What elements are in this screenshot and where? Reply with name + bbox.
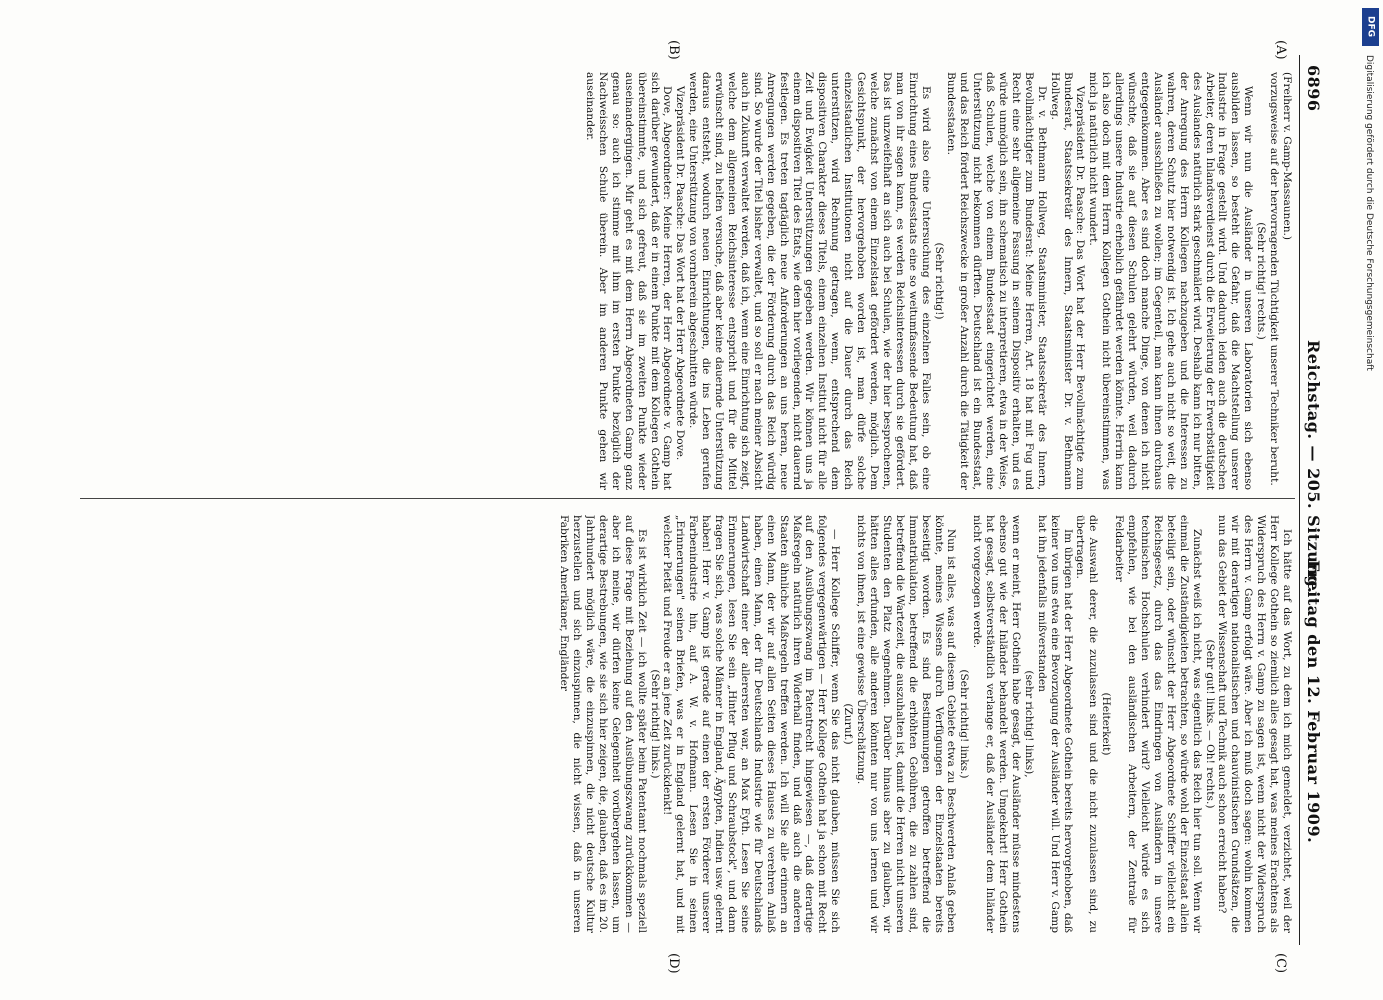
interjection: (Sehr richtig! rechts.) — [1255, 222, 1268, 340]
left-column — [83, 72, 1293, 490]
interjection: (Sehr richtig! links.) — [648, 669, 661, 779]
paragraph: — Herr Kollege Schiffer, wenn Sie das nicht glauben, müssen Sie sich folgendes vergegenwärtigen — Herr Kollege Gothein hat ja schon mit Recht auf den Ausübungszwang im Patentrecht hingewiesen —, daß derartige Maßregeln natürlich ihren Widerhall finden, und daß auch die anderen Staaten ähnliche Maßregeln treffen werden. Ich will Sie alle erinnern an einen Mann, der wir auf allen Seiten dieses Hauses zu verehren Anlaß haben, einen Mann, der für Deutschlands Industrie wie für Deutschlands Landwirtschaft einer der allerersten war, an Max Eyth. Lesen Sie seine Erinnerungen, lesen Sie sein „Hinter Pflug und Schraubstock", und dann fragen Sie sich, was solche Männer in England, Ägypten, Indien usw. gelernt haben! Herr v. Gamp ist gerade auf einen der ersten Förderer unserer Farbenindustrie hin, auf A. W. v. Hofmann. Lesen Sie in seinen „Erinnerungen" seinen Briefen, was er in England gelernt hat, und mit welcher Pietät und Freude er an jene Zeit zurückdenkt! — [661, 515, 842, 933]
margin-marker-c: (C) — [1273, 953, 1288, 974]
paragraph: Ich hätte auf das Wort, zu dem ich mich gemeldet, verzichtet, weil der Herr Kollege Gothein so ziemlich alles gesagt hat, was meines Erachtens als Widerspruch des Herrn v. Gamp zu sagen ist, wenn nicht der Widerspruch des Herrn v. Gamp erfolgt wäre. Aber ich muß doch sagen: wohin kommen wir mit derartigen nationalistischen und chauvinistischen Grundsätzen, die nun das Gebiet der Wissenschaft und Technik auch schon erreicht haben? — [1216, 515, 1293, 933]
right-running-title: Freitag den 12. Februar 1909. — [1304, 560, 1323, 844]
paragraph: Dr. v. Bethmann Hollweg, Staatsminister, Staatssekretär des Innern, Bevollmächtigter zum Bundesrat: Meine Herren, Art. 18 hat mit Fug und Recht eine sehr allgemeine Fassung in seinem Dispositiv erhalten, und es würde unmöglich sein, ihn schematisch zu interpretieren, etwa in der Weise, daß Schulen, welche von einem Bundesstaat eingerichtet werden, eine Unterstützung nicht bekommen dürften. Deutschland ist ein Bundesstaat, und das Reich fördert Reichszwecke in großer Anzahl durch die Tätigkeit der Bundesstaaten. — [945, 72, 1048, 490]
interjection: (Sehr gut! links. — Oh! rechts.) — [1203, 639, 1216, 809]
paragraph: (Freiherr v. Gamp-Massaunen.) — [1281, 72, 1293, 241]
paragraph: Nun ist alles, was auf diesem Gebiete etwa zu Beschwerden Anlaß geben könnte, meines Wissens durch Verfügungen der Einzelstaaten bereits beseitigt worden. Es sind Bestimmungen getroffen betreffend die Immatrikulation, betreffend die erhöhten Gebühren, die zu zahlen sind, betreffend die Wartezeit, die auszuhalten ist, damit die Herren nicht unseren Studenten den Platz wegnehmen. Darüber hinaus aber zu glauben, wir hätten alles erfunden, alle anderen könnten nur von uns lernen und wir nichts von ihnen, ist eine gewisse Überschätzung. — [855, 515, 958, 933]
dfg-logo: DFG — [1362, 8, 1379, 46]
paragraph: Vizepräsident Dr. Paasche: Das Wort hat der Herr Bevollmächtigte zum Bundesrat, Staatssekretär des Innern, Staatsminister Dr. v. Bethmann Hollweg. — [1048, 72, 1087, 490]
paragraph: Vizepräsident Dr. Paasche: Das Wort hat der Herr Abgeordnete Dove. — [674, 86, 687, 461]
interjection: (Sehr richtig! links.) — [958, 669, 971, 779]
column-divider — [80, 498, 1295, 499]
paragraph: Dove, Abgeordneter: Meine Herren, der Herr Abgeordnete v. Gamp hat sich darüber gewundert, daß er in einem Punkte mit dem Kollegen Gothein übereinstimmte, und sich gefreut, daß sie im zweiten Punkte wieder auseinandergingen. Mir geht es mit dem Herrn Abgeordneten Gamp ganz genau so: auch ich stimme mit ihm im ersten Punkte bezüglich der Nachweisschen Schule überein. Aber im anderen Punkte gehen wir auseinander. — [584, 72, 674, 490]
interjection: (sehr richtig! links), — [1022, 670, 1035, 778]
paragraph: Zunächst weiß ich nicht, was eigentlich das Reich hier tun soll. Wenn wir einmal die Zuständigkeiten betrachten, so würde wohl der Einzelstaat allein beteiligt sein, oder wünscht der Herr Abgeordnete Schiffer vielleicht ein Reichsgesetz, durch das das Eindringen von Ausländern in unsere technischen Hochschulen verhindert wird? Vielleicht würde es sich empfehlen, wie bei den ausländischen Arbeitern, der Zentrale für Feldarbeiter — [1113, 515, 1203, 933]
paragraph: Wenn wir nun die Ausländer in unseren Laboratorien sich ebenso ausbilden lassen, so besteht die Gefahr, daß die Machtstellung unserer Industrie in Frage gestellt wird. Und dadurch leiden auch die deutschen Arbeiter, deren Inlandsverdienst durch die Erweiterung der Erwerbstätigkeit des Auslandes natürlich stark geschmälert wird. Deshalb kann ich nur bitten, der Anregung des Herrn Kollegen nachzugeben und die Interessen zu wahren, deren Schutz hier notwendig ist. Ich gehe auch nicht so weit, die Ausländer ausschließen zu wollen; im Gegenteil, man kann ihnen durchaus entgegenkommen. Aber es sind doch manche Dinge, von denen ich nicht wünschte, daß sie auf diesen Schulen gelehrt würden, weil dadurch allerdings unsere Industrie erheblich gefährdet werden könnte. Herrin kann ich also doch mit dem Herrn Kollegen Gothein nicht übereinstimmen, was mich ja natürlich nicht wundert. — [1087, 72, 1255, 490]
interjection: (Zuruf.) — [842, 703, 855, 745]
margin-marker-b: (B) — [666, 40, 681, 60]
digitization-credit: Digitalisierung gefördert durch die Deutsche Forschungsgemeinschaft — [1364, 55, 1374, 371]
paragraph: vorzugsweise auf der hervorragenden Tüchtigkeit unserer Techniker beruht. — [1268, 72, 1281, 486]
paragraph: wenn er meint, Herr Gothein habe gesagt, der Ausländer müsse mindestens ebenso gut wie der Inländer behandelt werden. Umgekehrt! Herr Gothein hat gesagt, selbstverständlich verlange er, daß der Ausländer dem Inländer nicht vorgezogen werde. — [971, 515, 1022, 933]
right-column — [83, 515, 1293, 933]
interjection: (Sehr richtig!) — [932, 242, 945, 320]
paragraph: Es wird also eine Untersuchung des einzelnen Falles sein, ob eine Einrichtung eines Bundesstaats eine so weitumfassende Bedeutung hat, daß man von ihr sagen kann, es werden Reichsinteressen durch sie gefördert. Das ist unzweifelhaft an sich auch bei Schulen, wie der hier besprochenen, welche zunächst von einem Einzelstaat gefördert werden, möglich. Dem Gesichtspunkt, der hervorgehoben worden ist, man dürfe solche einzelstaatlichen Institutionen nicht auf die Dauer durch das Reich unterstützen, wird Rechnung getragen, wenn, entsprechend dem dispositiven Charakter dieses Titels, einem einzelnen Institut nicht für alle Zeit und Ewigkeit Unterstützungen gegeben werden. Wir können uns ja einem dispositiven Titel des Etats, wie dem hier vorliegenden, nicht dauernd festlegen. Es treten tagtäglich neue Anforderungen an uns heran, neue Anregungen werden gegeben, die der Förderung durch das Reich würdig sind. So wurde der Titel bisher verwaltet, und so soll er nach meiner Absicht auch in Zukunft verwaltet werden, daß ich, wenn eine Einrichtung sich zeigt, welche dem allgemeinen Reichsinteresse entspricht und für die Mittel erwünscht sind, zu helfen versuche, daß aber keine dauernde Unterstützung daraus entsteht, wodurch neuen Einrichtungen, die ins Leben gerufen werden, eine Unterstützung von vornherein abgeschnitten würde. — [687, 72, 932, 490]
header-rule — [1299, 55, 1300, 945]
interjection: (Heiterkeit) — [1100, 692, 1113, 756]
paragraph: Es ist wirklich Zeit — ich wollte später beim Patentamt nochmals speziell auf diese Frage mit Beziehung auf den Ausübungszwang zurückkommen — aber ich meine, wir dürfen keine Gelegenheit vorübergehen lassen, um derartige Bestrebungen, wie sie sich hier zeigen, die, glauben, daß es im 20. Jahrhundert möglich wäre, die einzuspinnen, die nicht deutsche Kultur herzustellen und sich einzuspinnen, die nicht wissen, daß in unseren Fabriken Amerikaner, Engländer — [558, 515, 648, 933]
left-running-title: Reichstag. — 205. Sitzung. — [1304, 340, 1323, 594]
paragraph: die Auswahl derer, die zuzulassen sind und die nicht zuzulassen sind, zu übertragen. — [1074, 515, 1100, 933]
paragraph: Im übrigen hat der Herr Abgeordnete Gothein bereits hervorgehoben, daß keiner von uns etwa eine Bevorzugung der Ausländer will. Und Herr v. Gamp hat ihn jedenfalls mißverstanden — [1035, 515, 1074, 933]
margin-marker-d: (D) — [666, 953, 681, 974]
margin-marker-a: (A) — [1273, 40, 1288, 60]
page-number: 6896 — [1304, 65, 1323, 112]
